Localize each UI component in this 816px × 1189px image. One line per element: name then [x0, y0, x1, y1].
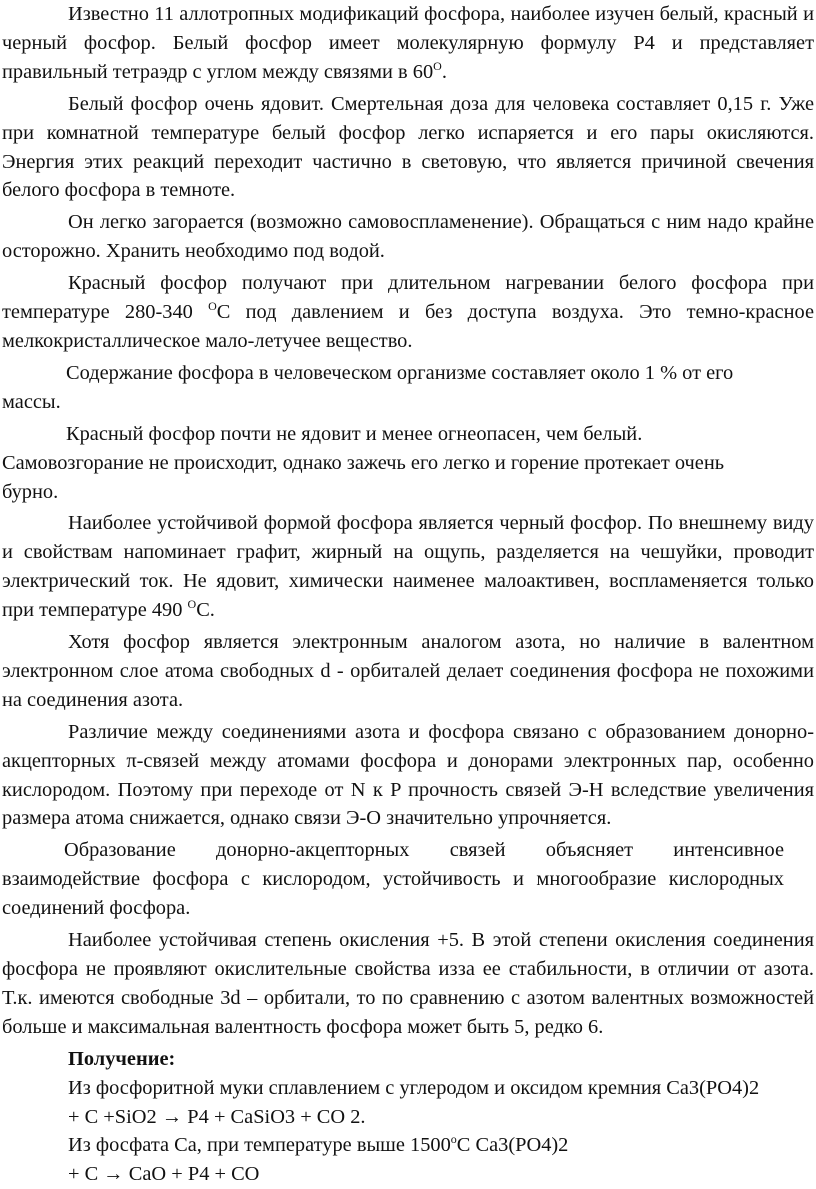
paragraph-allotropes-text: Известно 11 аллотропных модификаций фосфора, наиболее изучен белый, красный и черный фосфор. Белый фосфор имеет молекулярную формулу P4 и представляет правильный тетраэдр с углом между связями в 60: [2, 3, 814, 83]
paragraph-red-toxicity-a: Красный фосфор почти не ядовит и менее огнеопасен, чем белый.: [66, 422, 643, 445]
formula-2-text-a: Из фосфата Ca, при температуре выше 1500: [68, 1134, 451, 1157]
formula-2-line-1: [2, 1131, 814, 1160]
period: .: [441, 60, 447, 83]
paragraph-ignition: Он легко загорается (возможно самовоспламенение). Обращаться с ним надо крайне осторожно. Хранить необходимо под водой.: [2, 211, 814, 263]
paragraph-black-text-a: Наиболее устойчивой формой фосфора является черный фосфор. По внешнему виду и свойствам напоминает графит, жирный на ощупь, разделяется на чешуйки, проводит электрический ток. Не ядовит, химически наименее малоактивен, воспламеняется только при температуре 490: [2, 512, 814, 622]
paragraph-donor-acceptor: Различие между соединениями азота и фосфора связано с образованием донорно-акцепторных π-связей между атомами фосфора и донорами электронных пар, особенно кислородом. Поэтому при переходе от N к P прочность связей Э-Н вследствие увеличения размера атома снижается, однако связи Э-О значительно упрочняется.: [2, 720, 814, 830]
section-heading: Получение:: [68, 1047, 176, 1070]
paragraph-black-text-b: C.: [196, 599, 215, 622]
formula-1-line-2: + C +SiO2 → P4 + CaSiO3 + CO 2.: [68, 1105, 366, 1128]
paragraph-allotropes: [2, 0, 814, 87]
paragraph-human-content: Содержание фосфора в человеческом организме составляет около 1 % от его массы.: [2, 361, 734, 413]
paragraph-oxidation-state: Наиболее устойчивая степень окисления +5. В этой степени окисления соединения фосфора не проявляют окислительные свойства изза ее стабильности, в отличии от азота. Т.к. имеются свободные 3d – орбитали, то по сравнению с азотом валентных возможностей больше и максимальная валентность фосфора может быть 5, редко 6.: [2, 929, 814, 1038]
degree-sup: O: [433, 59, 442, 74]
paragraph-red-toxicity-b: Самовозгорание не происходит, однако зажечь его легко и горение протекает очень бурно.: [2, 451, 725, 503]
paragraph-white-phosphorus: Белый фосфор очень ядовит. Смертельная доза для человека составляет 0,15 г. Уже при комнатной температуре белый фосфор легко испаряется и его пары окисляются. Энергия этих реакций переходит частично в световую, что является причиной свечения белого фосфора в темноте.: [2, 92, 814, 202]
degree-sup: O: [187, 597, 197, 612]
paragraph-black-phosphorus: [2, 509, 814, 625]
paragraph-red-text-a: Красный фосфор получают при длительном нагревании белого фосфора при температуре 280-340: [2, 272, 814, 324]
formula-2-text-b: C Ca3(PO4)2: [456, 1134, 569, 1157]
formula-1-line-1: Из фосфоритной муки сплавлением с углеродом и оксидом кремния Ca3(PO4)2: [68, 1076, 760, 1099]
paragraph-red-phosphorus: [2, 269, 814, 356]
degree-sup: o: [450, 1132, 457, 1147]
paragraph-red-text-b: C под давлением и без доступа воздуха. Это темно-красное мелкокристаллическое мало-летучее вещество.: [2, 301, 814, 352]
degree-sup: O: [208, 299, 217, 314]
paragraph-oxygen-interaction: Образование донорно-акцепторных связей объясняет интенсивное взаимодействие фосфора с кислородом, устойчивость и многообразие кислородных соединений фосфора.: [2, 839, 784, 920]
paragraph-red-toxicity: [2, 420, 814, 507]
formula-2-line-2: + C → CaO + P4 + CO: [68, 1163, 260, 1186]
paragraph-nitrogen-analog: Хотя фосфор является электронным аналогом азота, но наличие в валентном электронном слое атома свободных d - орбиталей делает соединения фосфора не похожими на соединения азота.: [2, 631, 814, 711]
